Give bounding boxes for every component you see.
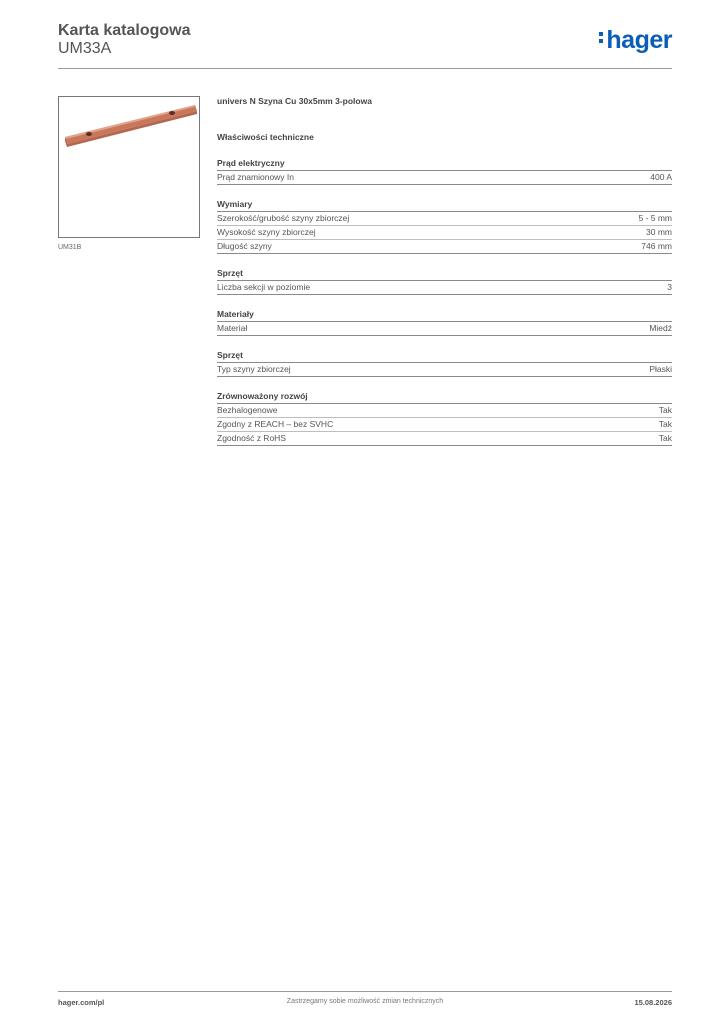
property-value: Tak <box>658 405 672 415</box>
property-label: Zgodny z REACH – bez SVHC <box>217 419 334 429</box>
product-image-caption: UM31B <box>58 244 82 251</box>
property-label: Szerokość/grubość szyny zbiorczej <box>217 213 350 223</box>
property-label: Materiał <box>217 323 248 333</box>
property-row <box>217 322 672 336</box>
group-title: Sprzęt <box>217 268 672 281</box>
group-title: Zrównoważony rozwój <box>217 391 672 404</box>
property-value: 746 mm <box>641 241 672 251</box>
property-label: Typ szyny zbiorczej <box>217 364 291 374</box>
website-link[interactable]: hager.com/pl <box>58 998 105 1007</box>
property-value: 5 - 5 mm <box>638 213 672 223</box>
footer-date: 15.08.2026 <box>634 998 672 1007</box>
property-value: 30 mm <box>646 227 672 237</box>
property-row <box>217 432 672 446</box>
property-label: Długość szyny <box>217 241 272 251</box>
property-label: Prąd znamionowy In <box>217 172 295 182</box>
property-group <box>217 268 672 295</box>
product-details <box>217 96 672 446</box>
hager-logo <box>599 26 672 55</box>
property-value: Płaski <box>649 364 672 374</box>
footer-divider <box>58 991 672 992</box>
property-value: Tak <box>658 419 672 429</box>
property-group <box>217 309 672 336</box>
property-label: Wysokość szyny zbiorczej <box>217 227 316 237</box>
property-value: Miedź <box>649 323 672 333</box>
logo-dots-icon <box>599 29 603 46</box>
property-row <box>217 404 672 418</box>
product-name: univers N Szyna Cu 30x5mm 3-polowa <box>217 96 372 106</box>
product-image-frame <box>58 96 200 238</box>
property-row <box>217 418 672 432</box>
page-header <box>58 20 672 68</box>
property-value: 3 <box>667 282 672 292</box>
property-value: 400 A <box>650 172 672 182</box>
property-row <box>217 240 672 254</box>
property-group <box>217 158 672 185</box>
group-title: Sprzęt <box>217 350 672 363</box>
property-row <box>217 363 672 377</box>
property-value: Tak <box>658 433 672 443</box>
technical-properties-heading: Właściwości techniczne <box>217 132 314 142</box>
copper-busbar-icon <box>59 97 199 237</box>
group-title: Wymiary <box>217 199 672 212</box>
header-divider <box>58 68 672 69</box>
property-row <box>217 212 672 226</box>
footer-notice: Zastrzegamy sobie możliwość zmian technicznych <box>286 998 444 1005</box>
document-title: Karta katalogowa <box>58 22 191 39</box>
property-label: Zgodność z RoHS <box>217 433 286 443</box>
group-title: Materiały <box>217 309 672 322</box>
property-group <box>217 199 672 254</box>
product-code: UM33A <box>58 40 112 57</box>
property-row <box>217 171 672 185</box>
property-group <box>217 391 672 446</box>
property-label: Bezhalogenowe <box>217 405 278 415</box>
property-row <box>217 281 672 295</box>
property-group <box>217 350 672 377</box>
logo-text: hager <box>606 26 672 54</box>
group-title: Prąd elektryczny <box>217 158 672 171</box>
property-row <box>217 226 672 240</box>
property-label: Liczba sekcji w poziomie <box>217 282 311 292</box>
